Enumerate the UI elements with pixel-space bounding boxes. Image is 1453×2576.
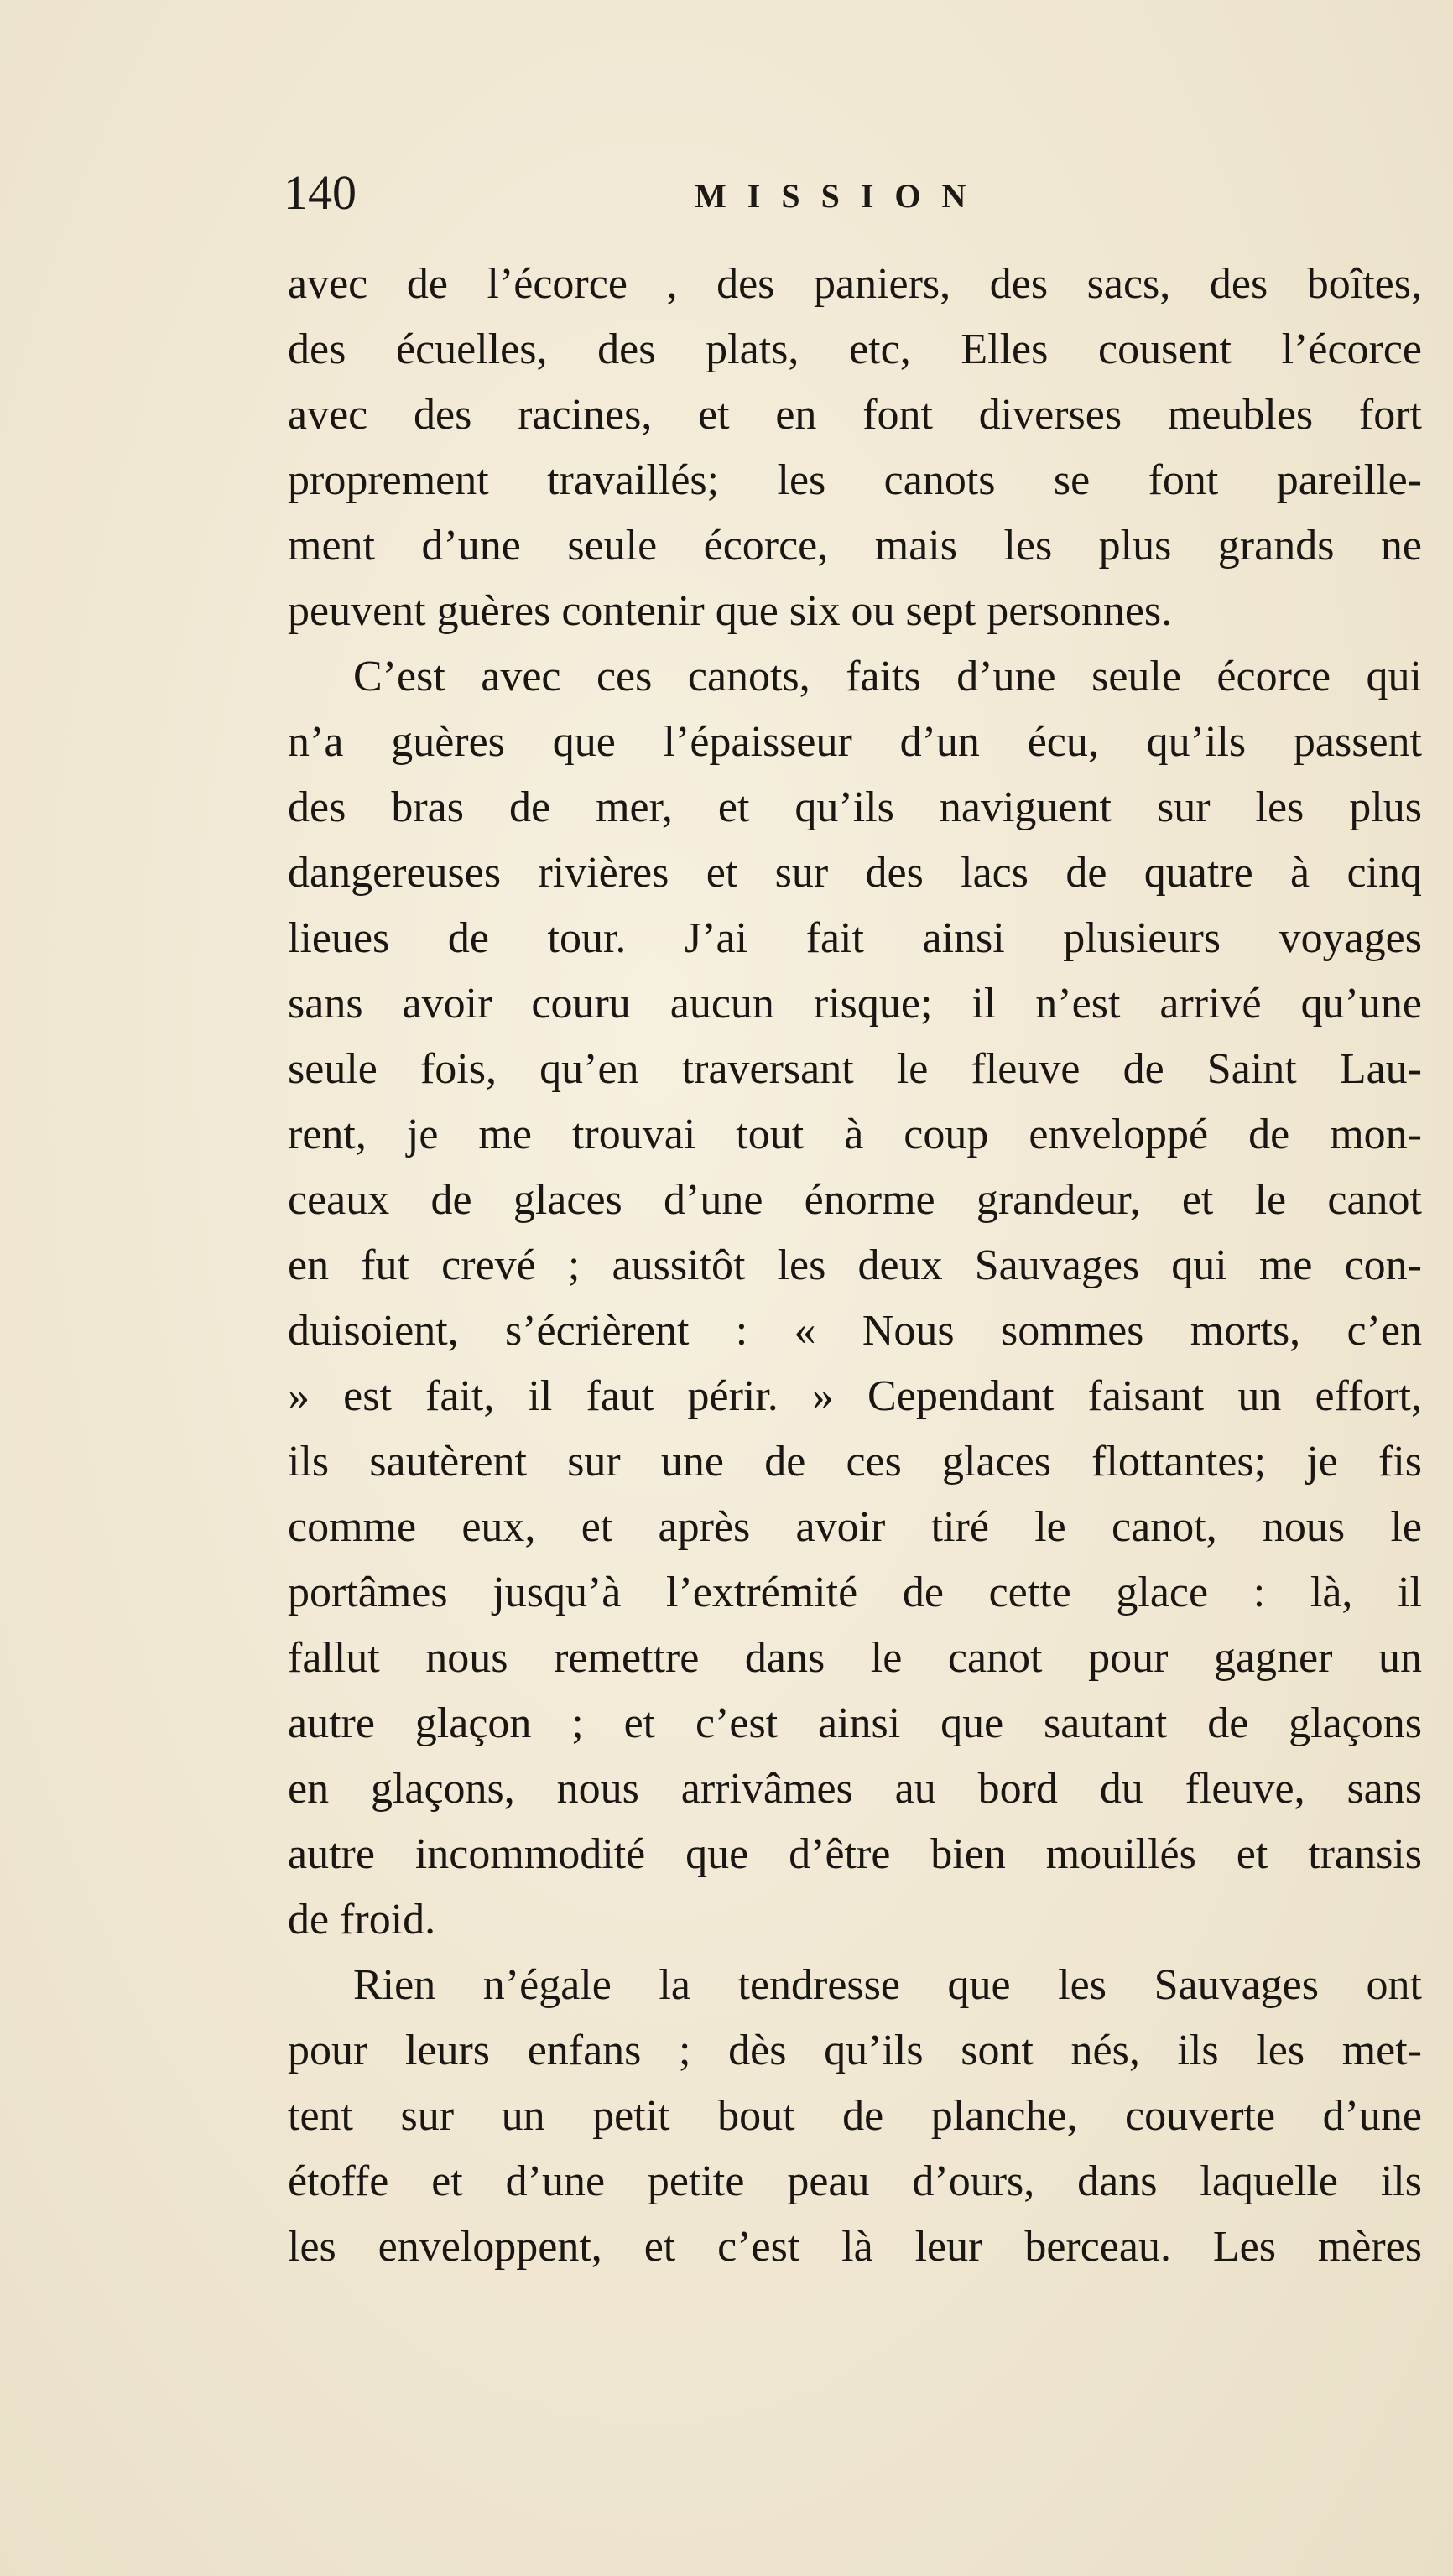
text-line: » est fait, il faut périr. » Cependant faisant un effort, (288, 1372, 1422, 1420)
text-line: avec de l’écorce , des paniers, des sacs, des boîtes, (288, 260, 1422, 308)
text-line: des bras de mer, et qu’ils naviguent sur les plus (288, 783, 1422, 831)
text-line: sans avoir couru aucun risque; il n’est arrivé qu’une (288, 980, 1422, 1028)
text-line: ils sautèrent sur une de ces glaces flottantes; je fis (288, 1438, 1422, 1486)
text-line: rent, je me trouvai tout à coup enveloppé de mon- (288, 1111, 1422, 1158)
body-text (288, 252, 1422, 2280)
text-line: avec des racines, et en font diverses meubles fort (288, 391, 1422, 439)
text-line: ment d’une seule écorce, mais les plus grands ne (288, 522, 1422, 570)
text-line: en fut crevé ; aussitôt les deux Sauvages qui me con- (288, 1241, 1422, 1289)
text-line: dangereuses rivières et sur des lacs de quatre à cinq (288, 849, 1422, 897)
running-title: MISSION (695, 177, 987, 215)
text-line: n’a guères que l’épaisseur d’un écu, qu’ils passent (288, 718, 1422, 766)
page-number: 140 (284, 165, 357, 220)
text-line: autre glaçon ; et c’est ainsi que sautant de glaçons (288, 1699, 1422, 1747)
text-line: proprement travaillés; les canots se font pareille- (288, 456, 1422, 504)
text-line: peuvent guères contenir que six ou sept personnes. (288, 587, 1173, 635)
running-head (284, 159, 1424, 226)
text-line: tent sur un petit bout de planche, couverte d’une (288, 2092, 1422, 2140)
text-line: fallut nous remettre dans le canot pour gagner un (288, 1634, 1422, 1682)
text-line: de froid. (288, 1896, 436, 1944)
text-line: C’est avec ces canots, faits d’une seule écorce qui (353, 653, 1422, 700)
text-line: en glaçons, nous arrivâmes au bord du fleuve, sans (288, 1765, 1422, 1813)
text-line: ceaux de glaces d’une énorme grandeur, et le canot (288, 1176, 1422, 1224)
text-line: seule fois, qu’en traversant le fleuve de Saint Lau- (288, 1045, 1422, 1093)
text-line: des écuelles, des plats, etc, Elles cousent l’écorce (288, 325, 1422, 373)
text-line: étoffe et d’une petite peau d’ours, dans laquelle ils (288, 2157, 1422, 2205)
text-line: Rien n’égale la tendresse que les Sauvages ont (353, 1961, 1422, 2009)
text-line: pour leurs enfans ; dès qu’ils sont nés, ils les met- (288, 2027, 1422, 2074)
text-line: les enveloppent, et c’est là leur berceau. Les mères (288, 2223, 1422, 2271)
text-line: duisoient, s’écrièrent : « Nous sommes morts, c’en (288, 1307, 1422, 1355)
text-line: portâmes jusqu’à l’extrémité de cette glace : là, il (288, 1569, 1422, 1616)
text-line: lieues de tour. J’ai fait ainsi plusieurs voyages (288, 914, 1422, 962)
text-line: autre incommodité que d’être bien mouillés et transis (288, 1830, 1422, 1878)
text-line: comme eux, et après avoir tiré le canot, nous le (288, 1503, 1422, 1551)
